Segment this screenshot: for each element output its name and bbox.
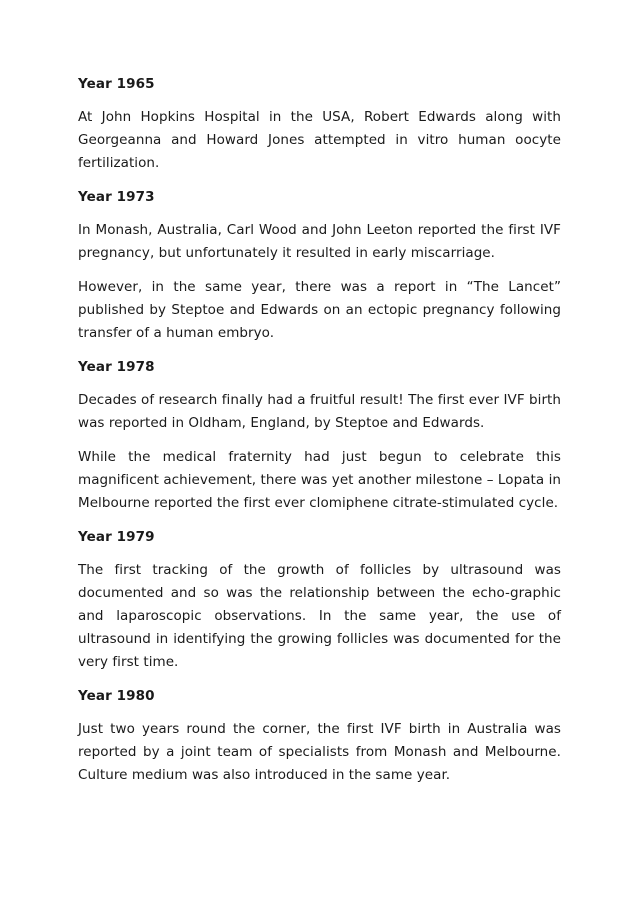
section-heading-1973: Year 1973	[78, 189, 155, 205]
section-paragraph-1980-1: Just two years round the corner, the first IVF birth in Australia was reported by a joint team of specialists from Monash and Melbourne. Culture medium was also introduced in the same year.	[78, 721, 561, 783]
section-paragraph-1965-1: At John Hopkins Hospital in the USA, Robert Edwards along with Georgeanna and Howard Jones attempted in vitro human oocyte fertilization.	[78, 109, 561, 171]
section-paragraph-1978-1: Decades of research finally had a fruitful result! The first ever IVF birth was reported in Oldham, England, by Steptoe and Edwards.	[78, 392, 561, 431]
section-paragraph-1973-2: However, in the same year, there was a report in “The Lancet” published by Steptoe and Edwards on an ectopic pregnancy following transfer of a human embryo.	[78, 279, 561, 341]
section-heading-1965: Year 1965	[78, 76, 155, 92]
section-heading-1978: Year 1978	[78, 359, 155, 375]
section-heading-1979: Year 1979	[78, 529, 155, 545]
section-paragraph-1973-1: In Monash, Australia, Carl Wood and John Leeton reported the first IVF pregnancy, but unfortunately it resulted in early miscarriage.	[78, 222, 561, 261]
section-paragraph-1978-2: While the medical fraternity had just begun to celebrate this magnificent achievement, there was yet another milestone – Lopata in Melbourne reported the first ever clomiphene citrate-stimulated cycle.	[78, 449, 561, 511]
section-heading-1980: Year 1980	[78, 688, 155, 704]
document-page	[78, 73, 561, 798]
section-paragraph-1979-1: The first tracking of the growth of follicles by ultrasound was documented and so was the relationship between the echo-graphic and laparoscopic observations. In the same year, the use of ultrasound in identifying the growing follicles was documented for the very first time.	[78, 562, 561, 670]
